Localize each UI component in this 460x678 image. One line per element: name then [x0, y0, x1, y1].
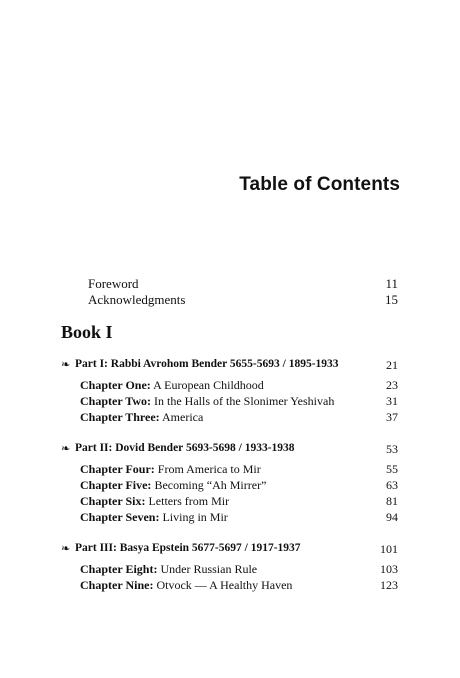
- toc-chapter-8[interactable]: [0, 562, 400, 578]
- toc-chapter-4[interactable]: [0, 462, 400, 478]
- entry-page-number: 94: [386, 510, 398, 524]
- entry-page-number: 23: [386, 378, 398, 392]
- page-title: Table of Contents: [239, 174, 400, 195]
- chapter-title: From America to Mir: [157, 462, 261, 476]
- fleuron-icon: ❧: [61, 359, 71, 371]
- toc-part-2[interactable]: [0, 442, 400, 458]
- toc-chapter-2[interactable]: [0, 394, 400, 410]
- fleuron-icon: ❧: [61, 543, 71, 555]
- chapter-title: Living in Mir: [162, 510, 228, 524]
- chapter-label: Chapter Seven:: [80, 510, 160, 524]
- chapter-title: A European Childhood: [153, 378, 264, 392]
- chapter-label: Chapter Five:: [80, 478, 152, 492]
- entry-page-number: 53: [386, 442, 398, 456]
- toc-chapter-7[interactable]: [0, 510, 400, 526]
- part-title: Part III: Basya Epstein 5677-5697 / 1917-1937: [75, 542, 301, 554]
- entry-page-number: 31: [386, 394, 398, 408]
- entry-label: Foreword: [88, 276, 139, 291]
- entry-label: Acknowledgments: [88, 292, 186, 307]
- toc-part-1[interactable]: [0, 358, 400, 374]
- chapter-label: Chapter Three:: [80, 410, 160, 424]
- chapter-label: Chapter Six:: [80, 494, 146, 508]
- entry-page-number: 101: [380, 542, 398, 556]
- chapter-title: In the Halls of the Slonimer Yeshivah: [154, 394, 335, 408]
- chapter-title: Becoming “Ah Mirrer”: [154, 478, 267, 492]
- part-title: Part II: Dovid Bender 5693-5698 / 1933-1938: [75, 442, 295, 454]
- entry-page-number: 37: [386, 410, 398, 424]
- chapter-label: Chapter Four:: [80, 462, 155, 476]
- entry-page-number: 11: [385, 276, 398, 291]
- toc-chapter-1[interactable]: [0, 378, 400, 394]
- entry-page-number: 21: [386, 358, 398, 372]
- toc-entry-acknowledgments[interactable]: [0, 292, 400, 308]
- toc-chapter-6[interactable]: [0, 494, 400, 510]
- entry-page-number: 123: [380, 578, 398, 592]
- toc-chapter-5[interactable]: [0, 478, 400, 494]
- chapter-title: Otvock — A Healthy Haven: [156, 578, 293, 592]
- chapter-label: Chapter Nine:: [80, 578, 154, 592]
- entry-page-number: 55: [386, 462, 398, 476]
- entry-page-number: 63: [386, 478, 398, 492]
- toc-chapter-3[interactable]: [0, 410, 400, 426]
- chapter-label: Chapter One:: [80, 378, 151, 392]
- toc-entry-foreword[interactable]: [0, 276, 400, 292]
- entry-page-number: 81: [386, 494, 398, 508]
- chapter-title: Letters from Mir: [148, 494, 230, 508]
- book-heading: Book I: [61, 322, 113, 342]
- part-title: Part I: Rabbi Avrohom Bender 5655-5693 / 1895-1933: [75, 358, 339, 370]
- toc-chapter-9[interactable]: [0, 578, 400, 594]
- chapter-label: Chapter Two:: [80, 394, 152, 408]
- fleuron-icon: ❧: [61, 443, 71, 455]
- chapter-label: Chapter Eight:: [80, 562, 158, 576]
- entry-page-number: 15: [385, 292, 398, 307]
- toc-part-3[interactable]: [0, 542, 400, 558]
- entry-page-number: 103: [380, 562, 398, 576]
- chapter-title: Under Russian Rule: [160, 562, 258, 576]
- chapter-title: America: [162, 410, 204, 424]
